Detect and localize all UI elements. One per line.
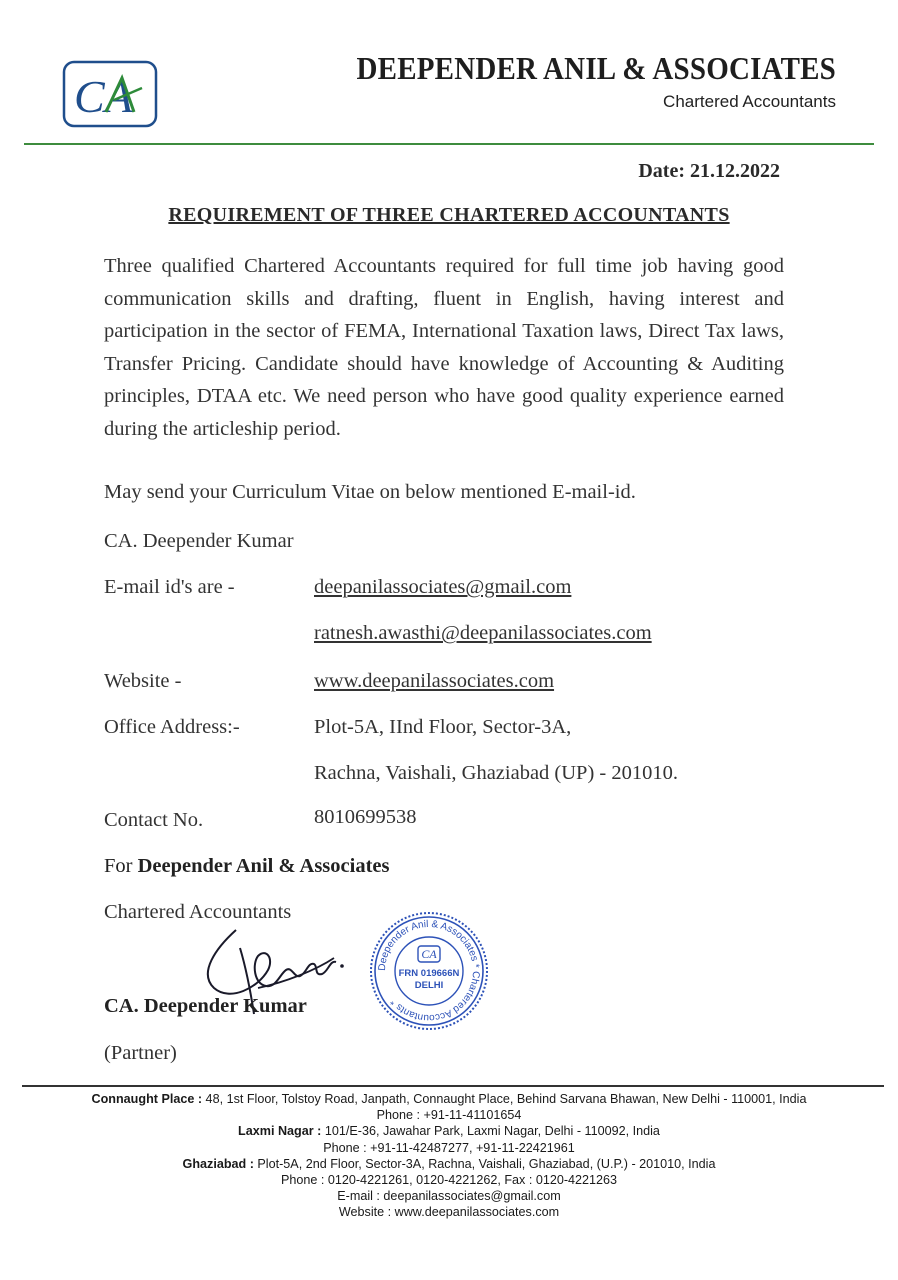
seal-city: DELHI	[414, 980, 444, 991]
footer-gz-phone: Phone : 0120-4221261, 0120-4221262, Fax : 0120-4221263	[280, 1173, 618, 1188]
signoff-firm: Deepender Anil & Associates	[137, 855, 390, 877]
footer-gz-line	[0, 1156, 898, 1172]
signoff-for-line	[104, 855, 390, 878]
seal-ring-text: Deepender Anil & Associates * Chartered Accountants *	[376, 918, 482, 1024]
footer-email[interactable]: E-mail : deepanilassociates@gmail.com	[337, 1189, 561, 1204]
footer-gz-label: Ghaziabad :	[182, 1156, 254, 1171]
footer-cp-phone: Phone : +91-11-41101654	[376, 1108, 522, 1123]
footer	[0, 1091, 898, 1221]
signoff-designation: Chartered Accountants	[104, 901, 292, 923]
body-paragraph: Three qualified Chartered Accountants required for full time job having good communication skills and drafting, fluent in English, having interest and participation in the sector of FEMA, International Taxation laws, Direct Tax laws, Transfer Pricing. Candidate should have knowledge of Accounting & Auditing principles, DTAA etc. We need person who have good quality experience earned during the articleship period.	[104, 255, 784, 440]
website-link[interactable]: www.deepanilassociates.com	[314, 670, 555, 692]
letter-heading: REQUIREMENT OF THREE CHARTERED ACCOUNTANTS	[168, 204, 730, 226]
footer-ln-line	[0, 1123, 898, 1139]
ca-logo	[62, 60, 158, 128]
signer-role: (Partner)	[104, 1042, 177, 1064]
footer-ln-label: Laxmi Nagar :	[238, 1124, 322, 1139]
footer-cp-label: Connaught Place :	[91, 1092, 203, 1106]
footer-ln-address: 101/E-36, Jawahar Park, Laxmi Nagar, Delhi - 110092, India	[321, 1124, 660, 1139]
footer-website[interactable]: Website : www.deepanilassociates.com	[338, 1205, 560, 1220]
address-line-2: Rachna, Vaishali, Ghaziabad (UP) - 201010.	[314, 762, 678, 784]
contact-label: Contact No.	[104, 809, 204, 831]
address-label: Office Address:-	[104, 716, 240, 738]
footer-cp-line	[0, 1091, 898, 1107]
footer-cp-address: 48, 1st Floor, Tolstoy Road, Janpath, Connaught Place, Behind Sarvana Bhawan, New Delhi - 110001, India	[202, 1092, 807, 1106]
firm-subtitle: Chartered Accountants	[663, 92, 836, 111]
signer-name: CA. Deepender Kumar	[104, 995, 307, 1017]
letter-date: Date: 21.12.2022	[638, 160, 780, 182]
footer-gz-address: Plot-5A, 2nd Floor, Sector-3A, Rachna, Vaishali, Ghaziabad, (U.P.) - 201010, India	[253, 1156, 716, 1171]
contact-number: 8010699538	[314, 806, 417, 828]
seal-logo-text: CA	[421, 947, 437, 961]
email-link-2[interactable]: ratnesh.awasthi@deepanilassociates.com	[314, 622, 652, 644]
website-label: Website -	[104, 670, 182, 692]
email-label: E-mail id's are -	[104, 576, 235, 598]
address-line-1: Plot-5A, IInd Floor, Sector-3A,	[314, 716, 572, 738]
signoff-for-prefix: For	[104, 855, 138, 877]
contact-person: CA. Deepender Kumar	[104, 530, 294, 552]
logo-text: CA	[74, 71, 133, 122]
firm-name: DEEPENDER ANIL & ASSOCIATES	[356, 52, 836, 87]
header-divider	[24, 143, 874, 145]
cv-instruction: May send your Curriculum Vitae on below mentioned E-mail-id.	[104, 481, 636, 503]
footer-ln-phone: Phone : +91-11-42487277, +91-11-22421961	[323, 1140, 575, 1155]
company-seal	[368, 910, 490, 1032]
footer-divider	[22, 1085, 884, 1087]
seal-frn: FRN 019666N	[398, 968, 460, 979]
email-link-1[interactable]: deepanilassociates@gmail.com	[314, 576, 572, 598]
